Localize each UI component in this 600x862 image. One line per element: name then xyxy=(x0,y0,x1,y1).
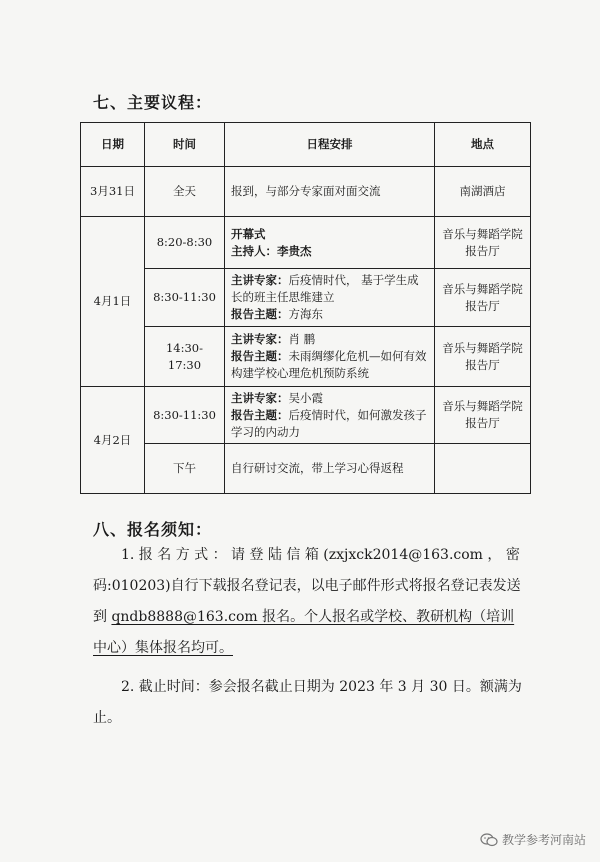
header-location: 地点 xyxy=(435,123,531,167)
cell-time: 下午 xyxy=(145,444,225,494)
cell-location: 音乐与舞蹈学院报告厅 xyxy=(435,217,531,269)
table-header-row xyxy=(81,123,531,167)
schedule-label: 主持人： xyxy=(231,243,277,258)
schedule-label: 主讲专家： xyxy=(231,390,289,405)
cell-schedule: 报到，与部分专家面对面交流 xyxy=(225,167,435,217)
schedule-line xyxy=(231,348,428,382)
schedule-line xyxy=(231,407,428,441)
schedule-line: 开幕式 xyxy=(231,226,266,241)
table-row xyxy=(81,327,531,387)
schedule-label: 报告主题： xyxy=(231,349,289,363)
agenda-table xyxy=(80,122,531,494)
cell-time: 全天 xyxy=(145,167,225,217)
cell-time: 8:20-8:30 xyxy=(145,217,225,269)
schedule-label: 主讲专家： xyxy=(231,273,289,287)
schedule-label: 报告主题： xyxy=(231,407,289,422)
cell-date-apr2: 4月2日 xyxy=(81,387,145,494)
header-time: 时间 xyxy=(145,123,225,167)
cell-time: 14:30-17:30 xyxy=(145,327,225,387)
table-row xyxy=(81,217,531,269)
schedule-value: 后疫情时代，如何激发孩子学习的内动力 xyxy=(231,407,427,439)
schedule-line xyxy=(231,390,428,407)
watermark xyxy=(480,831,586,848)
table-row xyxy=(81,167,531,217)
cell-location: 南湖酒店 xyxy=(435,167,531,217)
schedule-value: 吴小霞 xyxy=(288,390,323,405)
table-row xyxy=(81,444,531,494)
schedule-value: 后疫情时代， 基于学生成长的班主任思维建立 xyxy=(231,273,419,304)
header-schedule: 日程安排 xyxy=(225,123,435,167)
schedule-line xyxy=(231,306,428,323)
cell-schedule xyxy=(225,327,435,387)
table-row xyxy=(81,387,531,444)
schedule-value: 未雨绸缪化危机—如何有效构建学校心理危机预防系统 xyxy=(231,349,427,380)
schedule-label: 主讲专家： xyxy=(231,332,289,346)
schedule-value: 李贵杰 xyxy=(277,243,312,258)
cell-location: 音乐与舞蹈学院报告厅 xyxy=(435,327,531,387)
cell-location xyxy=(435,444,531,494)
cell-schedule xyxy=(225,217,435,269)
schedule-label: 报告主题： xyxy=(231,307,289,321)
cell-date: 3月31日 xyxy=(81,167,145,217)
schedule-line xyxy=(231,272,428,306)
paragraph-text-underlined: qndb8888@163.com 报名。个人报名或学校、教研机构（培训中心）集体报名均可。 xyxy=(93,609,515,656)
schedule-value: 方海东 xyxy=(288,307,323,321)
cell-location: 音乐与舞蹈学院报告厅 xyxy=(435,269,531,327)
paragraph-text: 1. 报 名 方 式 ： 请 登 陆 信 箱 (zxjxck2014@163.com ， 密码:010203)自行下载报名登记表，以电子邮件形式将报名登记表发送到 xyxy=(93,547,521,625)
cell-time: 8:30-11:30 xyxy=(145,269,225,327)
schedule-line xyxy=(231,243,428,260)
watermark-text: 教学参考河南站 xyxy=(501,833,586,847)
header-date: 日期 xyxy=(81,123,145,167)
cell-location: 音乐与舞蹈学院报告厅 xyxy=(435,387,531,444)
registration-method-paragraph xyxy=(93,540,523,664)
section-7-title: 七、主要议程： xyxy=(93,93,213,112)
wechat-icon xyxy=(480,833,498,847)
cell-date-apr1: 4月1日 xyxy=(81,217,145,387)
table-row xyxy=(81,269,531,327)
schedule-line xyxy=(231,331,428,348)
cell-schedule: 自行研讨交流，带上学习心得返程 xyxy=(225,444,435,494)
cell-schedule xyxy=(225,387,435,444)
deadline-paragraph: 2. 截止时间：参会报名截止日期为 2023 年 3 月 30 日。额满为止。 xyxy=(93,679,522,726)
cell-time: 8:30-11:30 xyxy=(145,387,225,444)
schedule-value: 肖 鹏 xyxy=(288,332,316,346)
section-8-title: 八、报名须知： xyxy=(93,520,213,539)
cell-schedule xyxy=(225,269,435,327)
